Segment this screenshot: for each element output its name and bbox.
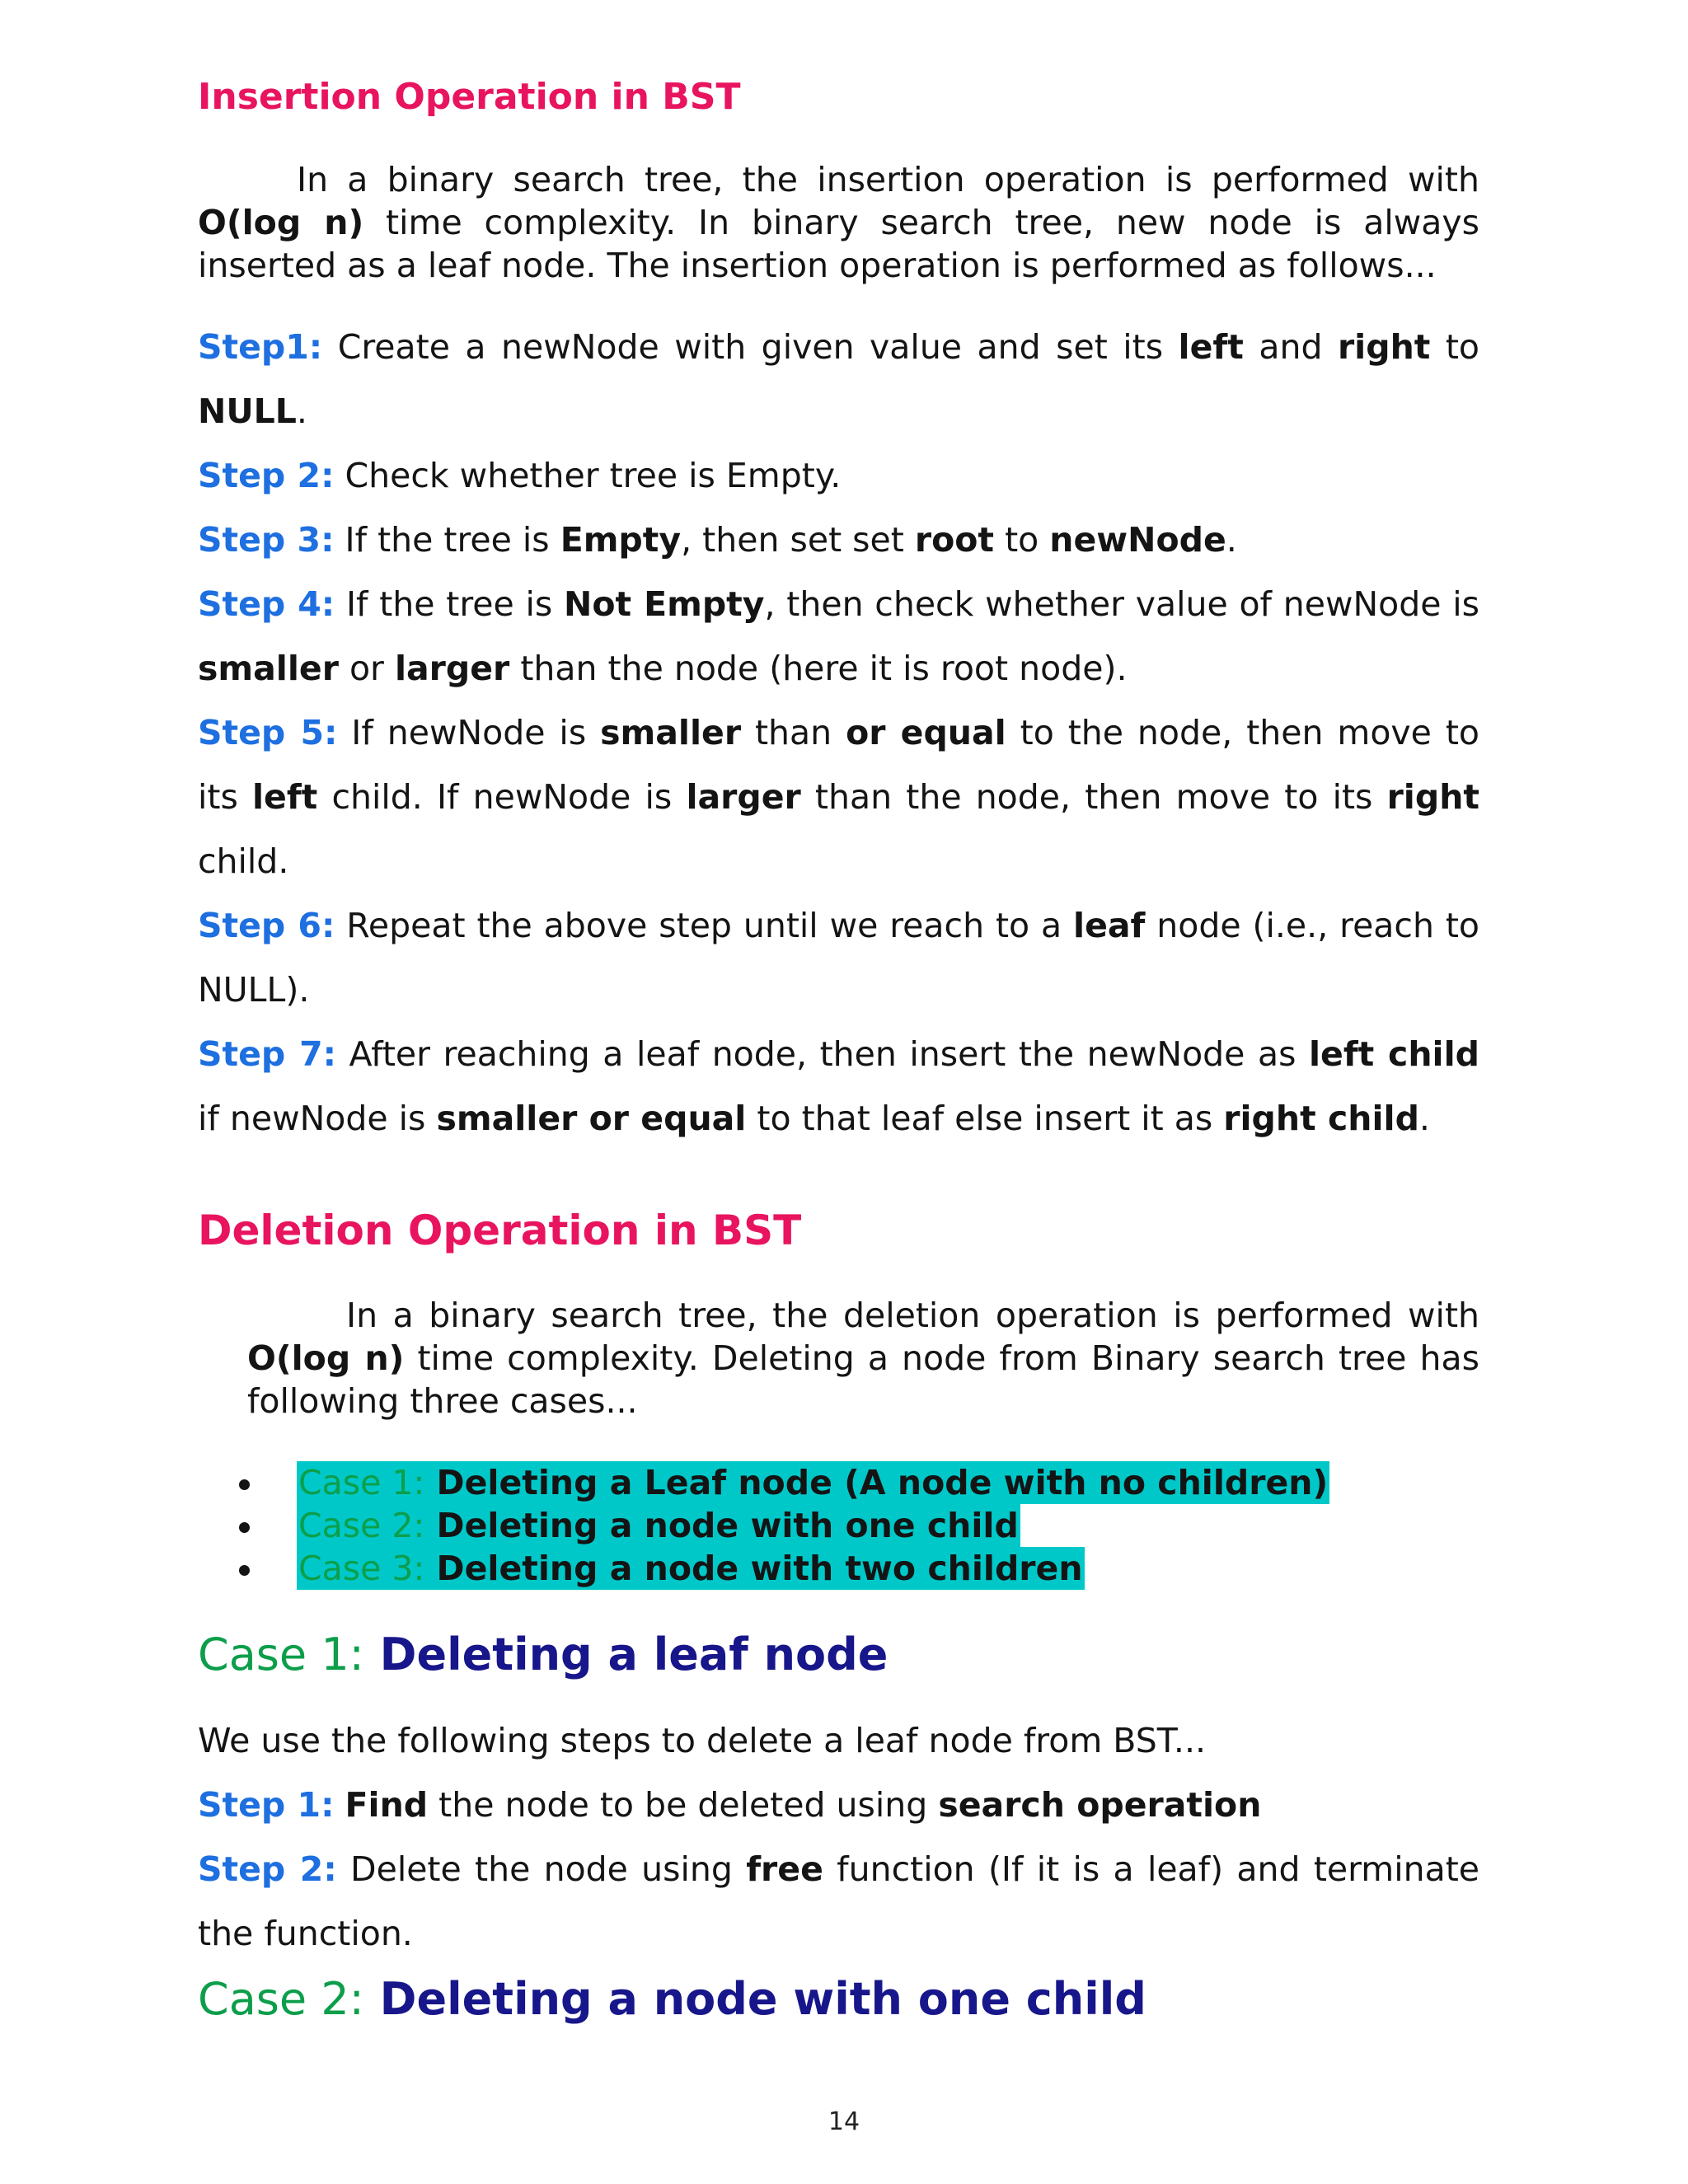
deletion-intro: In a binary search tree, the deletion operation is performed with O(log n) time complexity. Deleting a node from Binary search tree has following three cases... <box>247 1296 1479 1421</box>
insertion-steps <box>198 315 1479 1151</box>
insertion-step-4: Step 4: If the tree is Not Empty, then check whether value of newNode is smaller or larger than the node (here it is root node). <box>198 584 1479 688</box>
insertion-step-2: Step 2: Check whether tree is Empty. <box>198 456 842 495</box>
insertion-heading: Insertion Operation in BST <box>198 76 741 118</box>
insertion-step-6: Step 6: Repeat the above step until we reach to a leaf node (i.e., reach to NULL). <box>198 906 1480 1010</box>
page-number: 14 <box>828 2107 860 2136</box>
deletion-heading: Deletion Operation in BST <box>198 1207 802 1254</box>
case1-step-2: Step 2: Delete the node using free function (If it is a leaf) and terminate the function. <box>198 1849 1479 1953</box>
insertion-step-1: Step1: Create a newNode with given value and set its left and right to NULL. <box>198 327 1480 431</box>
bullet-icon <box>239 1479 250 1490</box>
case1-heading: Case 1: Deleting a leaf node <box>198 1629 889 1680</box>
insertion-intro: In a binary search tree, the insertion operation is performed with O(log n) time complexity. In binary search tree, new node is always inserted as a leaf node. The insertion operation is performed as follows... <box>198 160 1479 285</box>
case1-step-1: Step 1: Find the node to be deleted using search operation <box>198 1785 1262 1825</box>
bullet-icon <box>239 1565 250 1576</box>
highlighted-case: Case 3: Deleting a node with two children <box>298 1549 1083 1588</box>
highlighted-case: Case 1: Deleting a Leaf node (A node with no children) <box>298 1463 1329 1502</box>
highlighted-case: Case 2: Deleting a node with one child <box>298 1506 1019 1545</box>
insertion-step-5: Step 5: If newNode is smaller than or equal to the node, then move to its left child. If newNode is larger than the node, then move to its right child. <box>198 713 1479 881</box>
insertion-step-3: Step 3: If the tree is Empty, then set set root to newNode. <box>198 520 1237 560</box>
insertion-step-7: Step 7: After reaching a leaf node, then insert the newNode as left child if newNode is smaller or equal to that leaf else insert it as right child. <box>198 1034 1479 1138</box>
case1-steps <box>198 1773 1479 1966</box>
bullet-icon <box>239 1522 250 1533</box>
case1-intro: We use the following steps to delete a leaf node from BST... <box>198 1721 1207 1760</box>
case2-heading: Case 2: Deleting a node with one child <box>198 1973 1146 2025</box>
